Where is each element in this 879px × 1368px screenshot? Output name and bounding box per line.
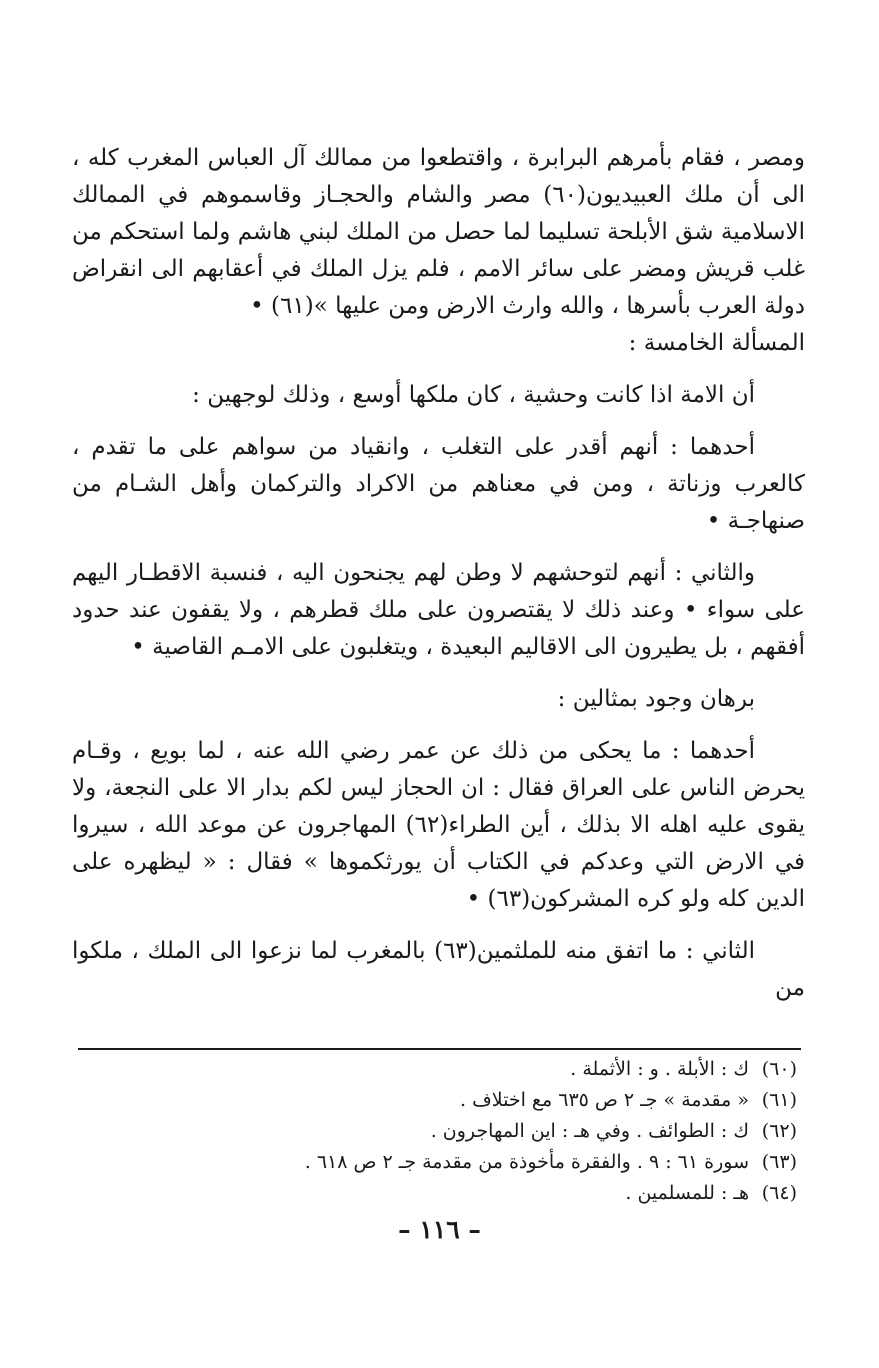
paragraph-first-example: أحدهما : ما يحكى من ذلك عن عمر رضي الله عنه ، لما بويع ، وقـام يحرض الناس على العراق فقال : ان الحجاز ليس لكم بدار الا على النجعة، ولا يقوى عليه اهله الا بذلك ، أين الطراء(٦٢) المهاجرون عن موعد الله ، سيروا في الارض التي وعدكم في الكتاب أن يورثكموها » فقال : « ليظهره على الدين كله ولو كره المشركون(٦٣) • (72, 738, 805, 912)
footnote-text: ك : الطوائف . وفي هـ : اين المهاجرون . (430, 1120, 749, 1142)
footnote-number: (٦٤) (761, 1182, 797, 1204)
footnote-number: (٦٣) (761, 1151, 797, 1173)
paragraph-continuation: ومصر ، فقام بأمرهم البرابرة ، واقتطعوا من ممالك آل العباس المغرب كله ، الى أن ملك العبيديون(٦٠) مصر والشام والحجـاز وقاسموهم في الممالك الاسلامية شق الأبلحة تسليما لما حصل من الملك لبني هاشم ولما استحكم من غلب قريش ومضر على سائر الامم ، فلم يزل الملك في أعقابهم الى انقراض دولة العرب بأسرها ، والله وارث الارض ومن عليها »(٦١) • (72, 145, 805, 319)
paragraph-second-reason: والثاني : أنهم لتوحشهم لا وطن لهم يجنحون اليه ، فنسبة الاقطـار اليهم على سواء • وعند ذلك لا يقتصرون على ملك قطرهم ، ولا يقفون عند حدود أفقهم ، بل يطيرون الى الاقاليم البعيدة ، ويتغلبون على الامـم القاصية • (72, 560, 805, 660)
footnote-number: (٦٠) (761, 1058, 797, 1080)
footnote-number: (٦٢) (761, 1120, 797, 1142)
footnote-text: ك : الأبلة . و : الأثملة . (570, 1058, 749, 1080)
footnote-text: هـ : للمسلمين . (625, 1182, 749, 1204)
footnote (78, 1178, 797, 1209)
footnote-text: سورة ٦١ : ٩ . والفقرة مأخوذة من مقدمة جـ ٢ ص ٦١٨ . (304, 1151, 749, 1173)
footnote-divider (78, 1048, 801, 1050)
footnote-number: (٦١) (761, 1089, 797, 1111)
body-text (72, 140, 805, 1007)
page-number: – ١١٦ – (398, 1215, 481, 1244)
footnote-text: « مقدمة » جـ ٢ ص ٦٣٥ مع اختلاف . (459, 1089, 749, 1111)
section-heading: المسألة الخامسة : (628, 330, 805, 356)
footnote (78, 1054, 797, 1085)
paragraph-first-reason: أحدهما : أنهم أقدر على التغلب ، وانقياد من سواهم على ما تقدم ، كالعرب وزناتة ، ومن في معناهم من الاكراد والتركمان وأهل الشـام من صنهاجـة • (72, 434, 805, 534)
paragraph-thesis: أن الامة اذا كانت وحشية ، كان ملكها أوسع ، وذلك لوجهين : (192, 382, 755, 408)
footnote (78, 1147, 797, 1178)
footnote (78, 1085, 797, 1116)
paragraph-proof-heading: برهان وجود بمثالين : (557, 686, 755, 712)
footnotes (78, 1054, 797, 1209)
paragraph-second-example: الثاني : ما اتفق منه للملثمين(٦٣) بالمغرب لما نزعوا الى الملك ، ملكوا من (72, 938, 805, 1001)
footnote (78, 1116, 797, 1147)
